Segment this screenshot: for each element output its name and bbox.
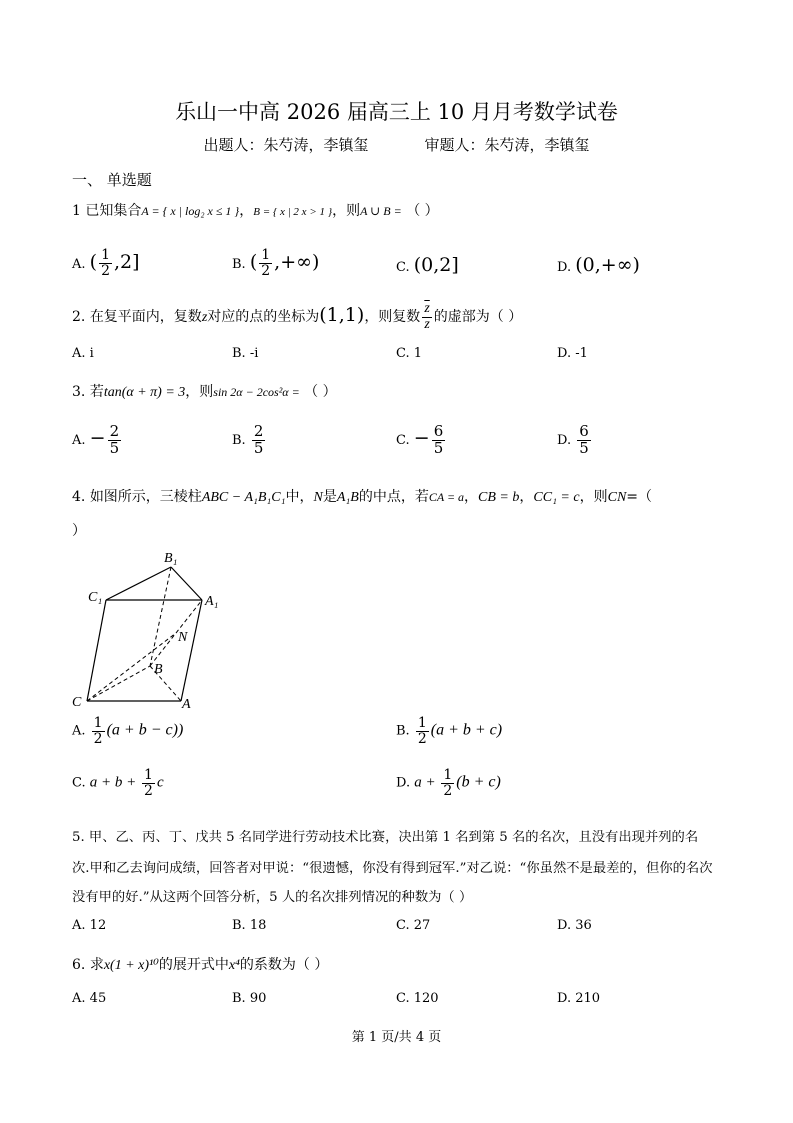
question-text: ，则 xyxy=(332,203,361,219)
vector-ca: CA = a xyxy=(428,490,465,504)
author-line xyxy=(0,134,793,155)
option-value: ( $\frac{1}{2}$ ,+∞) xyxy=(249,247,320,279)
question-6-stem xyxy=(72,954,328,974)
question-number: 4. xyxy=(72,489,86,505)
set-b-expression: B = { x | 2 x > 1 } xyxy=(253,206,333,218)
option-fraction: $\frac{6}{5}$ xyxy=(579,422,589,457)
label-c1: C₁ xyxy=(88,590,103,605)
section-title: 一、 单选题 xyxy=(72,171,152,189)
option-b: B. $\frac{1}{2}$ (a + b + c) xyxy=(396,715,503,747)
option-c: C. − $\frac{6}{5}$ xyxy=(396,422,444,457)
option-label: A. xyxy=(72,257,86,273)
option-sign: − xyxy=(89,426,106,449)
option-value: 36 xyxy=(575,918,592,933)
question-4-stem-close: ） xyxy=(72,523,86,539)
point-n: N xyxy=(313,490,323,505)
option-value: 210 xyxy=(575,991,601,1006)
question-text: 对应的点的坐标为 xyxy=(207,309,320,326)
option-d xyxy=(557,254,640,276)
option-a: A. − $\frac{2}{5}$ xyxy=(72,422,120,457)
question-text: 在复平面内，复数 xyxy=(89,309,202,326)
question-text: 的系数为（ ） xyxy=(239,957,329,973)
option-b: B. -i xyxy=(232,346,259,361)
question-1-stem xyxy=(72,200,439,220)
binomial-expression: x(1 + x)¹⁰ xyxy=(103,958,159,973)
option-value: 12 xyxy=(89,918,107,933)
question-number: 3. xyxy=(72,384,86,400)
label-n: N xyxy=(178,630,188,645)
option-fraction: $\frac{6}{5}$ xyxy=(433,422,444,457)
variable-z: z xyxy=(201,310,208,326)
label-c: C xyxy=(72,695,82,710)
question-number: 6. xyxy=(72,957,86,973)
question-number: 1 xyxy=(72,203,81,219)
option-a xyxy=(72,248,140,278)
label-a1: A₁ xyxy=(205,594,219,609)
option-value: i xyxy=(89,346,94,361)
question-text: 求 xyxy=(89,957,104,973)
edge-c1-b1 xyxy=(106,567,171,600)
conjugate-ratio: $\frac{\overline{z}}{z}$ xyxy=(424,301,430,332)
option-value: 120 xyxy=(413,991,439,1006)
option-value: 18 xyxy=(249,918,267,933)
comma: ， xyxy=(239,203,254,219)
option-a: A. 12 xyxy=(72,918,107,933)
label-a: A xyxy=(182,697,191,712)
option-value: 90 xyxy=(249,991,267,1006)
edge-c-b xyxy=(87,666,150,701)
option-b: B. 18 xyxy=(232,918,267,933)
question-text: 的虚部为（ ） xyxy=(433,309,523,326)
option-value: 1 xyxy=(413,346,423,361)
prism-name: ABC − A₁B₁C₁ xyxy=(201,490,286,505)
option-fraction: $\frac{2}{5}$ xyxy=(253,422,264,457)
option-value: -i xyxy=(249,346,259,361)
option-d: D. 36 xyxy=(557,918,592,933)
comma: ， xyxy=(464,489,479,505)
vector-cn: CN xyxy=(607,490,627,505)
option-c: C. 120 xyxy=(396,991,439,1006)
option-label: D. xyxy=(557,260,572,275)
question-text: 的中点，若 xyxy=(358,489,429,505)
option-value: (a + b − c)) xyxy=(106,721,184,739)
question-text: 是 xyxy=(322,489,337,505)
option-value: -1 xyxy=(575,346,588,361)
question-text: =（ xyxy=(626,489,653,505)
segment-c-n xyxy=(87,633,176,701)
edge-b1-b xyxy=(150,567,171,666)
segment-a1b: A₁B xyxy=(336,490,359,505)
union-expression: A ∪ B = xyxy=(360,204,402,218)
option-c: C. 1 xyxy=(396,346,423,361)
option-a: A. i xyxy=(72,346,94,361)
page-number: 第 1 页/共 4 页 xyxy=(351,1030,442,1045)
option-c: C. a + b + $\frac{1}{2}$ c xyxy=(72,767,164,799)
option-value: ( $\frac{1}{2}$ ,2] xyxy=(89,247,140,279)
set-a-expression: A = { x | log₂ x ≤ 1 } xyxy=(141,204,240,218)
target-term: x⁴ xyxy=(228,958,240,973)
option-d: D. 210 xyxy=(557,991,601,1006)
label-b: B xyxy=(154,662,163,677)
target-expression: sin 2α − 2cos²α = xyxy=(213,385,300,399)
question-3-stem xyxy=(72,381,337,401)
answer-paren: （ ） xyxy=(406,203,439,219)
option-c xyxy=(396,254,459,276)
option-d: D. $\frac{6}{5}$ xyxy=(557,422,589,457)
point-coordinates: (1,1) xyxy=(319,304,365,327)
question-text: 的展开式中 xyxy=(158,957,229,973)
option-b xyxy=(232,248,319,278)
vector-cb: CB = b xyxy=(478,490,520,505)
answer-paren: （ ） xyxy=(304,384,337,400)
question-text: ，则 xyxy=(579,489,608,505)
option-value: (a + b + c) xyxy=(430,721,503,739)
option-label: B. xyxy=(232,257,246,273)
option-value: c xyxy=(156,774,164,791)
option-value: (0,2] xyxy=(413,254,459,276)
vector-cc1: CC₁ = c xyxy=(533,490,580,505)
option-b: B. $\frac{2}{5}$ xyxy=(232,422,264,457)
option-d: D. -1 xyxy=(557,346,588,361)
edge-c1-c xyxy=(87,600,106,701)
reviewer-names: 审题人：朱芍涛，李镇玺 xyxy=(424,136,590,154)
edge-b1-a1 xyxy=(171,567,202,600)
option-label: C. xyxy=(396,260,410,275)
question-text: 如图所示，三棱柱 xyxy=(89,489,202,505)
question-text: 已知集合 xyxy=(85,203,142,219)
question-text: 若 xyxy=(89,384,104,400)
setter-names: 出题人：朱芍涛，李镇玺 xyxy=(203,136,369,154)
question-text: 中， xyxy=(285,489,314,505)
option-fraction: $\frac{2}{5}$ xyxy=(109,422,120,457)
question-text: ，则 xyxy=(185,384,214,400)
option-value: 45 xyxy=(89,991,107,1006)
condition-expression: tan(α + π) = 3 xyxy=(103,385,186,400)
option-c: C. 27 xyxy=(396,918,431,933)
option-a: A. 45 xyxy=(72,991,107,1006)
option-value: 27 xyxy=(413,918,431,933)
edge-a1-a xyxy=(181,600,202,701)
option-d: D. a + $\frac{1}{2}$ (b + c) xyxy=(396,767,501,799)
prism-figure xyxy=(62,545,232,715)
label-b1: B₁ xyxy=(164,551,178,566)
comma: ， xyxy=(519,489,534,505)
option-sign: − xyxy=(413,426,430,449)
question-5-line-1: 5. 甲、乙、丙、丁、戊共 5 名同学进行劳动技术比赛，决出第 1 名到第 5 名的名次，且没有出现并列的名 xyxy=(72,830,699,845)
option-a: A. $\frac{1}{2}$ (a + b − c)) xyxy=(72,715,184,747)
question-4-stem xyxy=(72,486,652,506)
page-title: 乐山一中高 2026 届高三上 10 月月考数学试卷 xyxy=(175,100,618,124)
option-b: B. 90 xyxy=(232,991,267,1006)
question-5-line-3: 没有甲的好.”从这两个回答分析，5 人的名次排列情况的种数为（ ） xyxy=(72,890,473,905)
option-value: (0,+∞) xyxy=(575,254,640,276)
option-value: (b + c) xyxy=(456,773,501,791)
question-text: ，则复数 xyxy=(364,309,421,326)
question-5-line-2: 次.甲和乙去询问成绩，回答者对甲说：“很遗憾，你没有得到冠军.”对乙说：“你虽然不是最差的，但你的名次 xyxy=(72,861,713,876)
question-2-stem xyxy=(72,302,522,332)
question-number: 2. xyxy=(72,309,86,326)
